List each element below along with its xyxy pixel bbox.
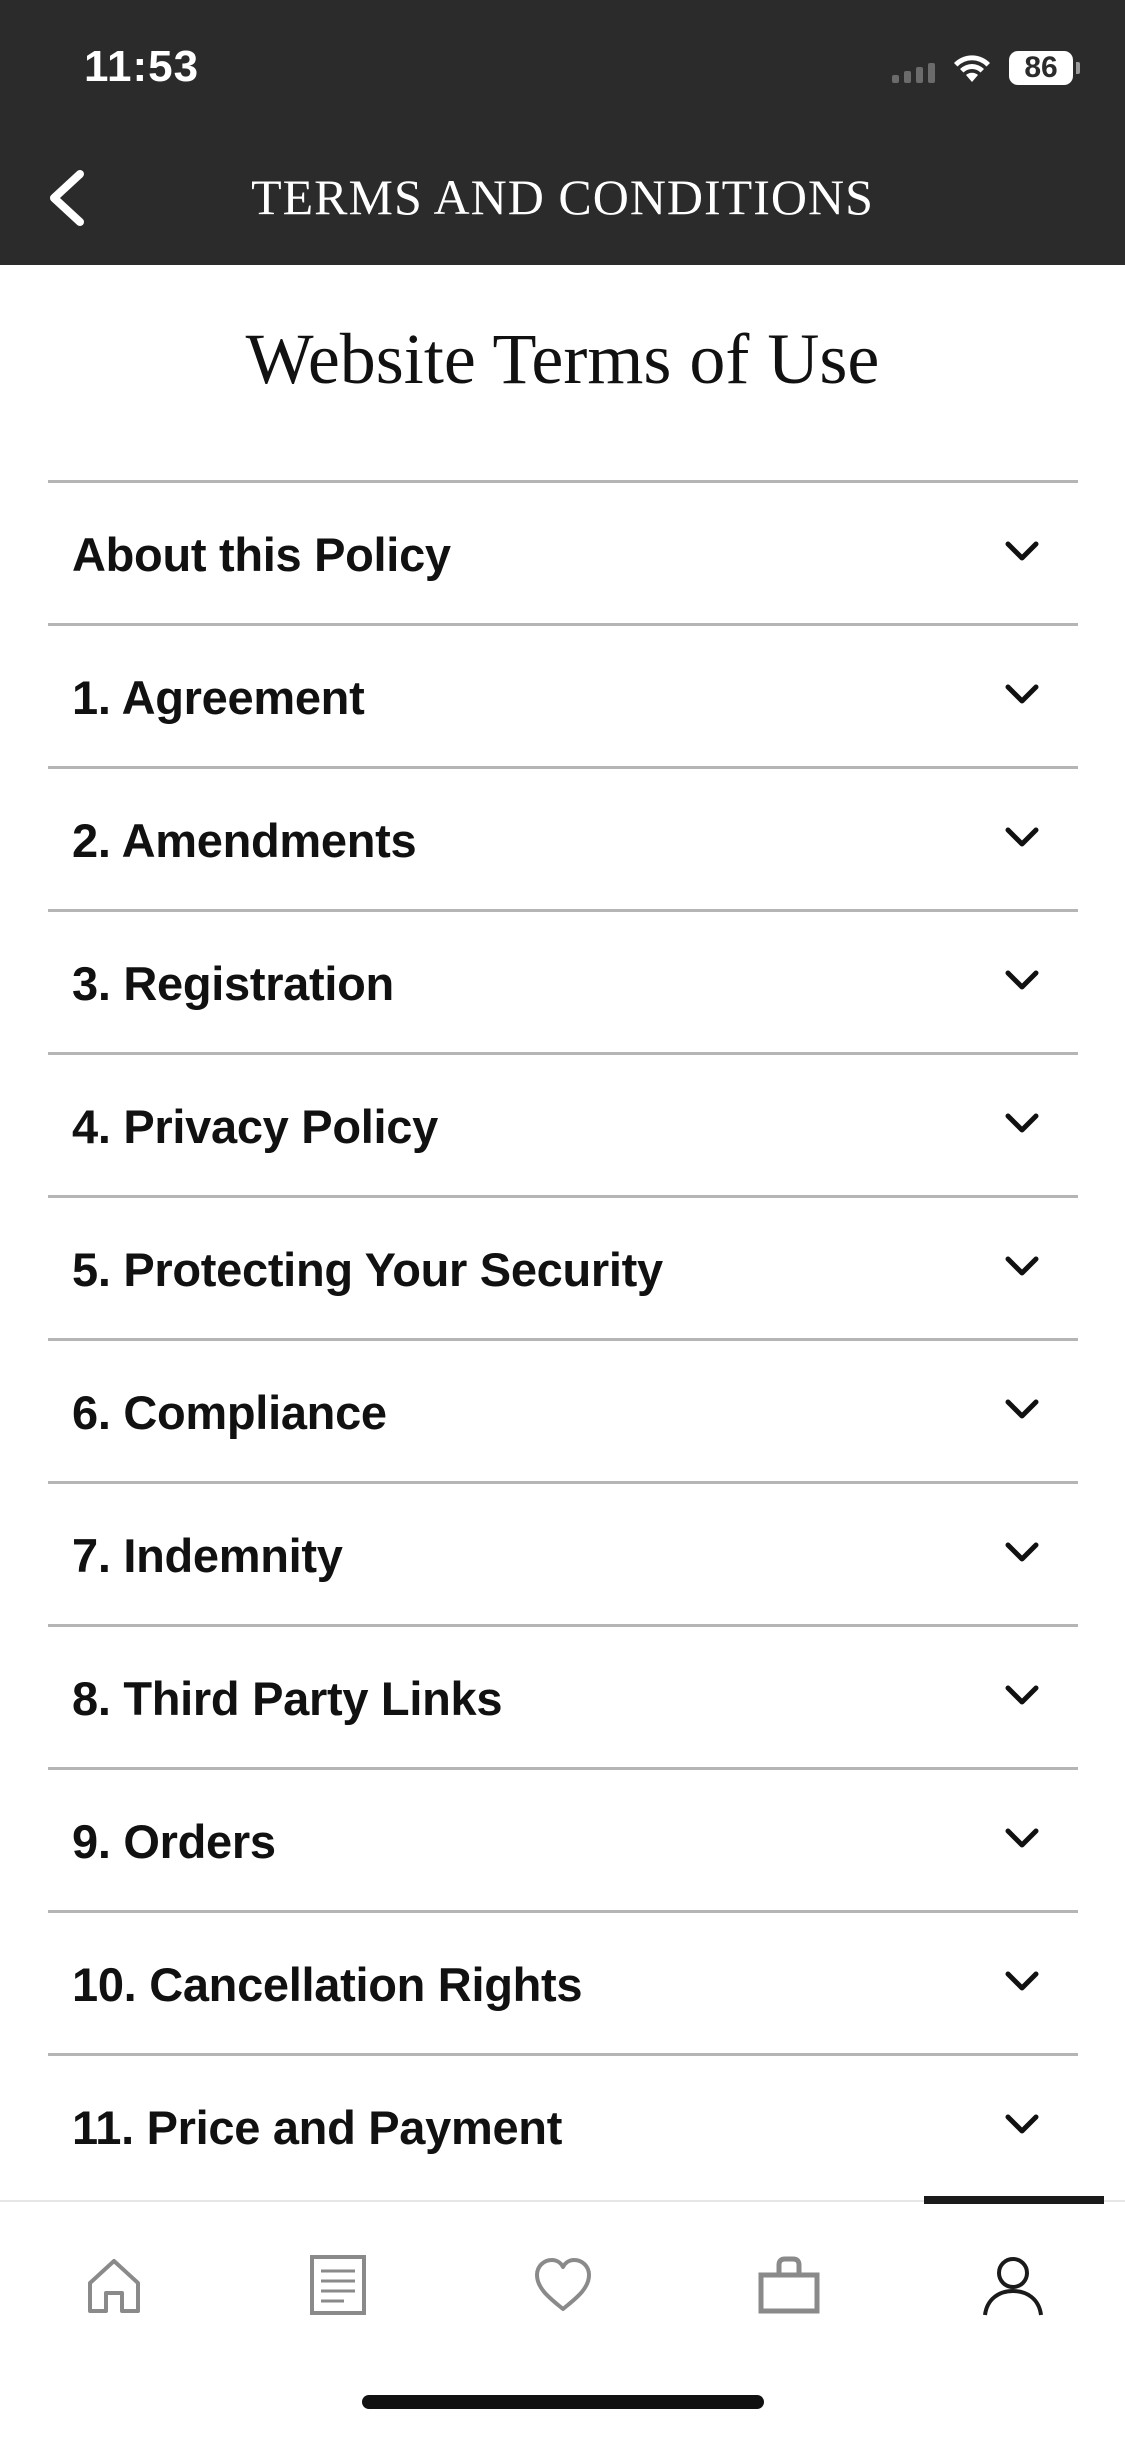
wifi-icon (951, 52, 993, 84)
section-third-party-links[interactable] (48, 1624, 1078, 1767)
catalog-icon (306, 2253, 370, 2317)
chevron-down-icon (1004, 824, 1040, 850)
chevron-down-icon (1004, 2111, 1040, 2137)
chevron-down-icon (1004, 1110, 1040, 1136)
chevron-down-icon (1004, 1396, 1040, 1422)
chevron-down-icon (1004, 538, 1040, 564)
section-privacy-policy[interactable] (48, 1052, 1078, 1195)
status-indicators (892, 46, 1080, 90)
chevron-down-icon (1004, 1539, 1040, 1565)
active-tab-indicator (924, 2196, 1104, 2204)
section-orders[interactable] (48, 1767, 1078, 1910)
chevron-down-icon (1004, 1253, 1040, 1279)
section-label: 10. Cancellation Rights (72, 1958, 583, 2011)
chevron-down-icon (1004, 1682, 1040, 1708)
section-label: 2. Amendments (72, 814, 417, 867)
chevron-down-icon (1004, 967, 1040, 993)
home-icon (82, 2253, 146, 2317)
cellular-signal-icon (892, 53, 935, 83)
page-title: Website Terms of Use (245, 319, 880, 399)
section-label: 4. Privacy Policy (72, 1100, 438, 1153)
section-indemnity[interactable] (48, 1481, 1078, 1624)
section-registration[interactable] (48, 909, 1078, 1052)
section-about-this-policy[interactable] (48, 480, 1078, 623)
tab-bag[interactable] (744, 2240, 834, 2330)
section-label: 1. Agreement (72, 671, 365, 724)
section-label: About this Policy (72, 528, 451, 581)
tab-wishlist[interactable] (518, 2240, 608, 2330)
terms-sections-list (48, 480, 1078, 2196)
tab-account[interactable] (968, 2240, 1058, 2330)
heart-icon (531, 2253, 595, 2317)
tab-catalog[interactable] (293, 2240, 383, 2330)
battery-icon (1009, 51, 1080, 85)
chevron-down-icon (1004, 681, 1040, 707)
section-label: 9. Orders (72, 1815, 276, 1868)
section-label: 11. Price and Payment (72, 2101, 563, 2154)
section-protecting-your-security[interactable] (48, 1195, 1078, 1338)
bag-icon (757, 2253, 821, 2317)
header-title: TERMS AND CONDITIONS (251, 169, 874, 225)
top-header (0, 0, 1125, 265)
section-label: 6. Compliance (72, 1386, 387, 1439)
section-label: 7. Indemnity (72, 1529, 343, 1582)
status-time: 11:53 (84, 42, 200, 91)
home-indicator (362, 2395, 764, 2409)
account-icon (981, 2253, 1045, 2317)
section-cancellation-rights[interactable] (48, 1910, 1078, 2053)
section-label: 3. Registration (72, 957, 394, 1010)
section-agreement[interactable] (48, 623, 1078, 766)
section-amendments[interactable] (48, 766, 1078, 909)
section-label: 8. Third Party Links (72, 1672, 503, 1725)
section-price-and-payment[interactable] (48, 2053, 1078, 2196)
section-compliance[interactable] (48, 1338, 1078, 1481)
battery-level: 86 (1009, 51, 1073, 85)
chevron-down-icon (1004, 1825, 1040, 1851)
chevron-down-icon (1004, 1968, 1040, 1994)
section-label: 5. Protecting Your Security (72, 1243, 663, 1296)
tab-home[interactable] (69, 2240, 159, 2330)
